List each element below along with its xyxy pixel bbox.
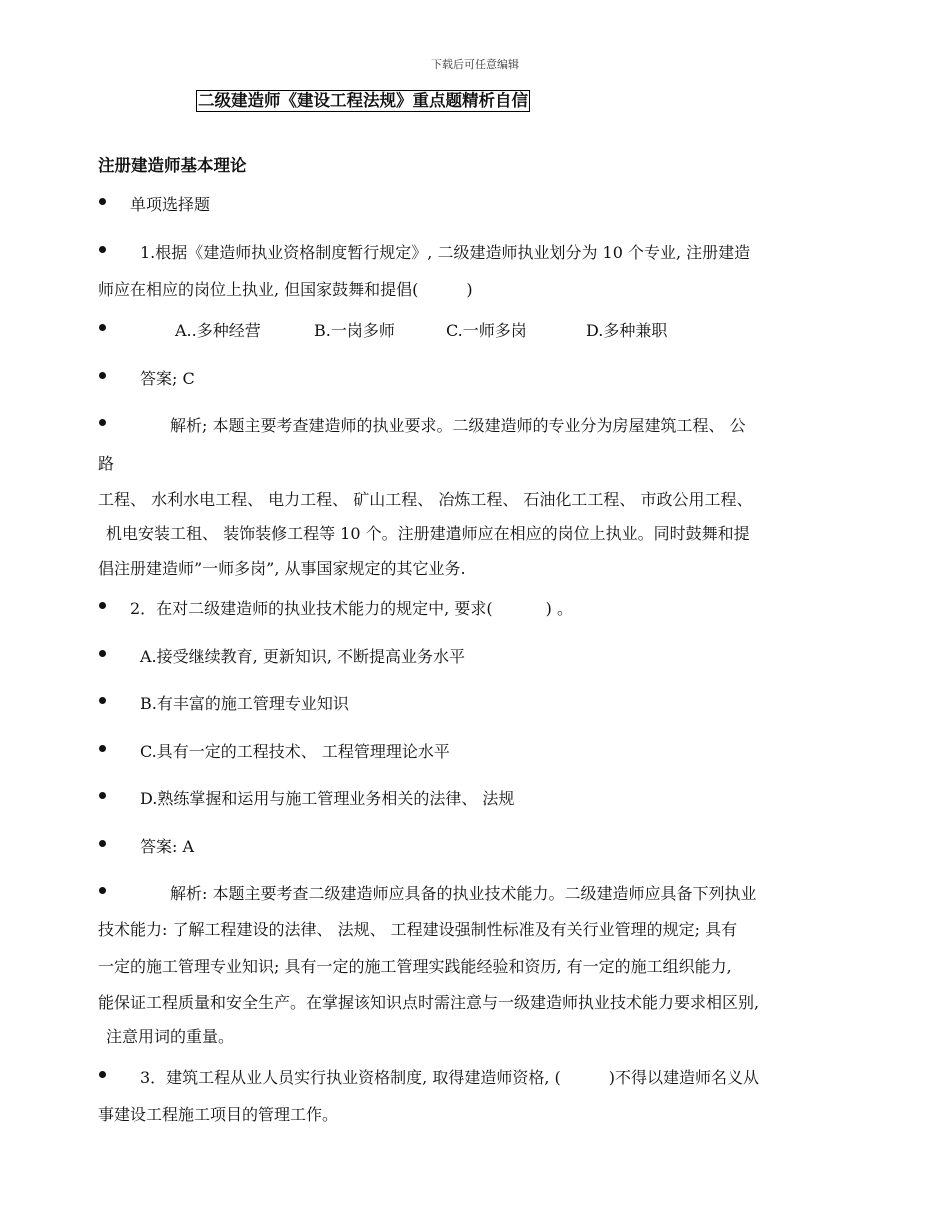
bullet (99, 745, 106, 752)
header-note: 下载后可任意编辑 (431, 58, 519, 71)
bullet (99, 372, 106, 379)
q1-explanation-line: 工程、 水利水电工程、 电力工程、 矿山工程、 冶炼工程、 石油化工工程、 市政公用工程、 (98, 490, 753, 509)
bullet (99, 602, 106, 609)
q1-option-b: B.一岗多师 (314, 321, 395, 340)
q2-answer: 答案: A (140, 837, 195, 856)
bullet (99, 419, 106, 426)
q2-explanation-line: 能保证工程质量和安全生产。在掌握该知识点时需注意与一级建造师执业技术能力要求相区别, (98, 993, 760, 1012)
q2-text-line: 2．在对二级建造师的执业技术能力的规定中, 要求( ) 。 (130, 599, 574, 618)
bullet (99, 792, 106, 799)
q2-option-a: A.接受继续教育, 更新知识, 不断提高业务水平 (140, 647, 465, 666)
bullet (99, 650, 106, 657)
bullet (99, 198, 106, 205)
q2-explanation-line: 技术能力: 了解工程建设的法律、 法规、 工程建设强制性标准及有关行业管理的规定; 具有 (98, 920, 738, 939)
document-title: 二级建造师《建设工程法规》重点题精析自信 (198, 91, 528, 110)
bullet (99, 840, 106, 847)
q1-option-c: C.一师多岗 (446, 321, 527, 340)
q2-option-d: D.熟练掌握和运用与施工管理业务相关的法律、 法规 (140, 789, 515, 808)
q3-text-line: 事建设工程施工项目的管理工作。 (98, 1105, 339, 1124)
q1-option-a: A..多种经营 (175, 321, 261, 340)
q2-option-b: B.有丰富的施工管理专业知识 (140, 694, 349, 713)
q1-explanation-line: 解析; 本题主要考查建造师的执业要求。二级建造师的专业分为房屋建筑工程、 公 (170, 416, 746, 435)
bullet (99, 324, 106, 331)
section-title: 注册建造师基本理论 (98, 156, 247, 175)
q2-explanation-line: 解析: 本题主要考查二级建造师应具备的执业技术能力。二级建造师应具备下列执业 (170, 884, 757, 903)
q2-explanation-line: 注意用词的重量。 (106, 1027, 235, 1046)
bullet (99, 697, 106, 704)
q2-explanation-line: 一定的施工管理专业知识; 具有一定的施工管理实践能经验和资历, 有一定的施工组织能力, (98, 957, 732, 976)
q1-explanation-line: 路 (98, 454, 115, 473)
q1-answer: 答案; C (140, 369, 195, 388)
q1-explanation-line: 机电安装工租、 装饰装修工程等 10 个。注册建遣师应在相应的岗位上执业。同时鼓舞和提 (106, 524, 750, 543)
bullet (99, 1071, 106, 1078)
q1-text-line: 1.根据《建造师执业资格制度暂行规定》, 二级建造师执业划分为 10 个专业, 注册建造 (140, 243, 751, 262)
bullet (99, 246, 106, 253)
bullet (99, 887, 106, 894)
q1-option-d: D.多种兼职 (586, 321, 668, 340)
q3-text-line: 3．建筑工程从业人员实行执业资格制度, 取得建造师资格, ( )不得以建造师名义从 (140, 1068, 760, 1087)
q2-option-c: C.具有一定的工程技术、 工程管理理论水平 (140, 742, 450, 761)
q1-text-line: 师应在相应的岗位上执业, 但国家鼓舞和提倡( ) (98, 280, 473, 299)
single-choice-heading: 单项选择题 (130, 195, 211, 214)
q1-explanation-line: 倡注册建造师”一师多岗”, 从事国家规定的其它业务. (98, 559, 466, 578)
